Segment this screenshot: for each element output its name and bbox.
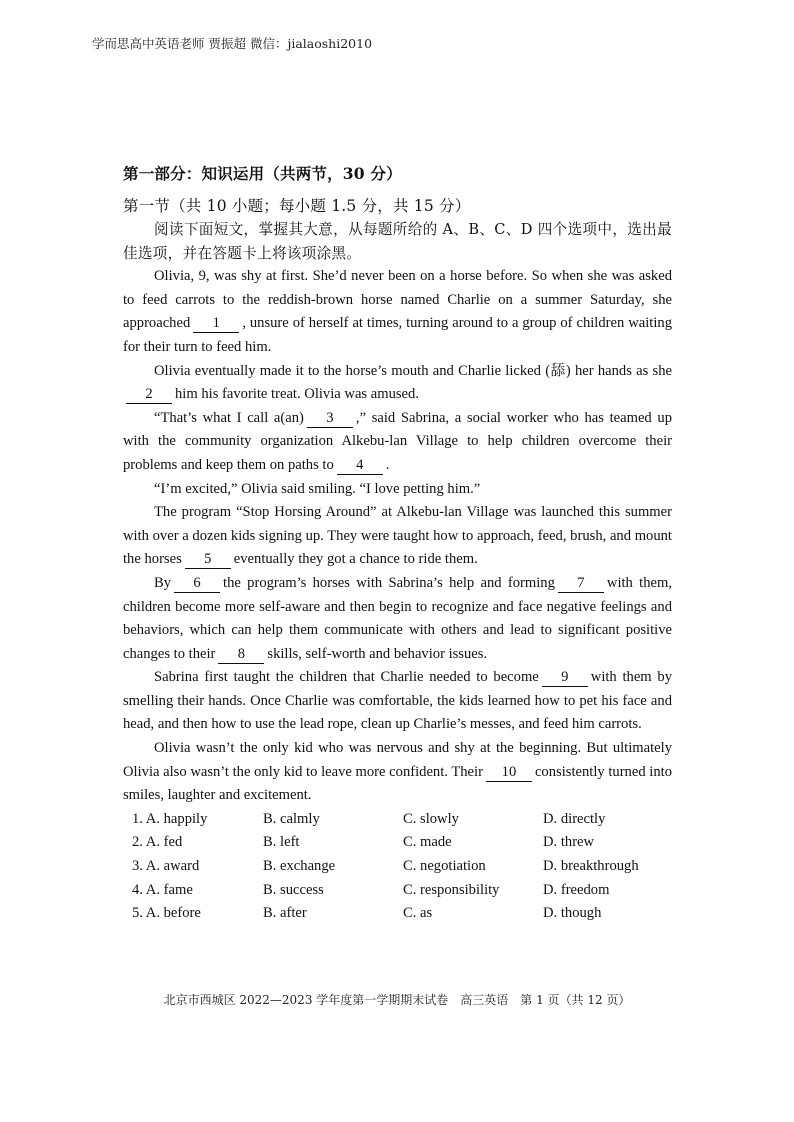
blank-9: 9 <box>542 669 588 687</box>
option-row-1 <box>123 808 672 832</box>
passage-paragraph-8: Olivia wasn’t the only kid who was nervous and shy at the beginning. But ultimately Olivia also wasn’t the only kid to leave more confident. Their 10 consistently turned into smiles, laughter and excitement. <box>123 740 672 804</box>
passage-paragraph-5: The program “Stop Horsing Around” at Alkebu-lan Village was launched this summer with over a dozen kids signing up. They were taught how to approach, feed, brush, and mount the horses 5 eventually they got a chance to ride them. <box>123 504 672 568</box>
option-2a: 2. A. fed <box>132 834 183 851</box>
option-1b: B. calmly <box>263 810 320 827</box>
blank-8: 8 <box>218 646 264 664</box>
option-row-4 <box>123 879 672 903</box>
section-title: 第一节（共 10 小题；每小题 1.5 分，共 15 分） <box>123 197 471 215</box>
blank-7: 7 <box>558 575 604 593</box>
passage-paragraph-3: “That’s what I call a(an) 3 ,” said Sabrina, a social worker who has teamed up with the community organization Alkebu-lan Village to help children overcome their problems and keep them on paths to 4 . <box>123 409 672 473</box>
option-1a: 1. A. happily <box>132 810 208 827</box>
passage-paragraph-4: “I’m excited,” Olivia said smiling. “I love petting him.” <box>154 480 481 497</box>
option-5d: D. though <box>543 905 602 922</box>
blank-10: 10 <box>486 764 532 782</box>
option-2c: C. made <box>403 834 452 851</box>
blank-5: 5 <box>185 551 231 569</box>
exam-content <box>123 162 672 926</box>
option-row-3 <box>123 855 672 879</box>
option-row-2 <box>123 831 672 855</box>
option-5b: B. after <box>263 905 307 922</box>
page-footer: 北京市西城区 2022—2023 学年度第一学期期末试卷 高三英语 第 1 页（共 12 页） <box>163 993 631 1007</box>
option-3d: D. breakthrough <box>543 858 639 875</box>
part-title: 第一部分：知识运用（共两节，30 分） <box>123 164 402 183</box>
passage-paragraph-2: Olivia eventually made it to the horse’s mouth and Charlie licked (舔) her hands as she2 him his favorite treat. Olivia was amused. <box>123 360 672 407</box>
blank-2: 2 <box>126 386 172 404</box>
option-2d: D. threw <box>543 834 595 851</box>
blank-3: 3 <box>307 410 353 428</box>
passage-paragraph-6: By 6 the program’s horses with Sabrina’s help and forming 7 with them, children become more self-aware and then begin to recognize and face negative feelings and behaviors, which can help them communicate with others and lead to significant positive changes to their 8 skills, self-worth and behavior issues. <box>123 574 672 662</box>
option-3a: 3. A. award <box>132 858 200 875</box>
option-4b: B. success <box>263 881 324 898</box>
passage-paragraph-1: Olivia, 9, was shy at first. She’d never been on a horse before. So when she was asked to feed carrots to the reddish-brown horse named Charlie on a summer Saturday, she approached 1 , unsure of herself at times, turning around to a group of children waiting for their turn to feed him. <box>123 268 672 355</box>
option-3c: C. negotiation <box>403 858 486 875</box>
blank-4: 4 <box>337 457 383 475</box>
option-4c: C. responsibility <box>403 881 500 898</box>
option-1c: C. slowly <box>403 810 459 827</box>
page-header: 学而思高中英语老师 贾振超 微信：jialaoshi2010 <box>92 36 373 51</box>
option-3b: B. exchange <box>263 858 336 875</box>
option-4d: D. freedom <box>543 881 610 898</box>
blank-6: 6 <box>174 575 220 593</box>
option-row-5 <box>123 902 672 926</box>
option-5c: C. as <box>403 905 433 922</box>
option-5a: 5. A. before <box>132 905 201 922</box>
instruction-text: 阅读下面短文，掌握其大意，从每题所给的 A、B、C、D 四个选项中，选出最佳选项，并在答题卡上将该项涂黑。 <box>123 221 672 262</box>
passage-paragraph-7: Sabrina first taught the children that Charlie needed to become 9 with them by smelling their hands. Once Charlie was comfortable, the kids learned how to pet his face and head, and then how to use the lead rope, clean up Charlie’s messes, and feed him carrots. <box>123 669 672 733</box>
blank-1: 1 <box>193 315 239 333</box>
option-4a: 4. A. fame <box>132 881 193 898</box>
answer-options <box>123 808 672 926</box>
option-2b: B. left <box>263 834 300 851</box>
option-1d: D. directly <box>543 810 606 827</box>
